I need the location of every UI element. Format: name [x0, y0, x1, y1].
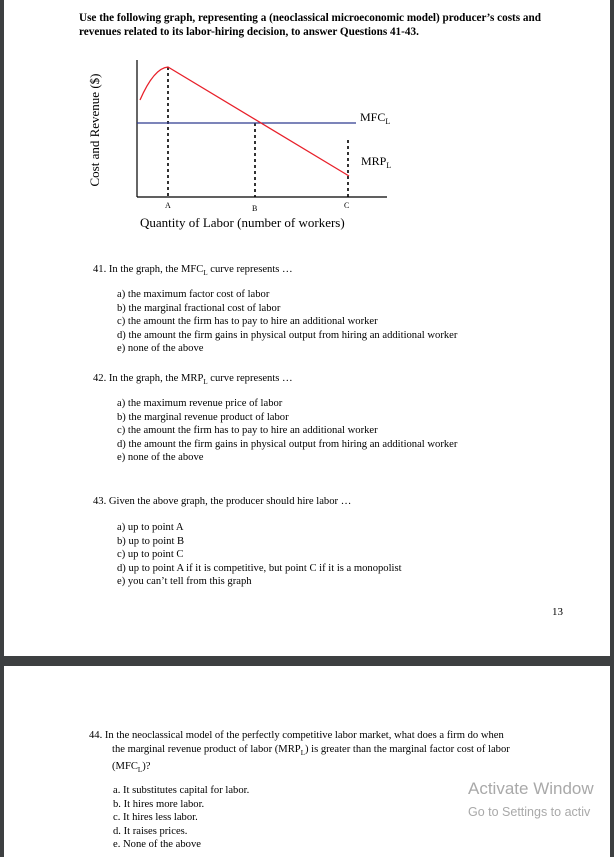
mrp-curve — [140, 67, 349, 176]
option-43c: c) up to point C — [117, 549, 184, 561]
option-43d: d) up to point A if it is competitive, but point C if it is a monopolist — [117, 562, 402, 574]
option-41e: e) none of the above — [117, 343, 204, 355]
option-43a: a) up to point A — [117, 522, 184, 533]
labor-cost-revenue-graph — [4, 0, 610, 240]
option-42d: d) the amount the firm gains in physical output from hiring an additional worker — [117, 438, 458, 450]
question-41: 41. In the graph, the $MFC_L$ curve represents … — [93, 264, 293, 278]
option-44a: a. It substitutes capital for labor. — [113, 785, 250, 796]
question-42-options — [117, 397, 457, 465]
mrp-label: $MRP_L$ — [361, 154, 392, 170]
option-44b: b. It hires more labor. — [113, 798, 205, 810]
option-41a: a) the maximum factor cost of labor — [117, 289, 270, 300]
option-42c: c) the amount the firm has to pay to hire an additional worker — [117, 425, 378, 437]
y-axis-label: Cost and Revenue ($) — [87, 73, 102, 187]
option-41b: b) the marginal fractional cost of labor — [117, 302, 281, 314]
option-44c: c. It hires less labor. — [113, 812, 198, 824]
option-42e: e) none of the above — [117, 452, 204, 464]
option-43b: b) up to point B — [117, 535, 185, 547]
question-42: 42. In the graph, the $MRP_L$ curve represents … — [93, 373, 293, 387]
option-42a: a) the maximum revenue price of labor — [117, 398, 283, 409]
question-44: 44. In the neoclassical model of the perfectly competitive labor market, what does a firm do when the marginal revenue product of labor $(MRP_L)$ is greater than the marginal factor cost of labor $(MFC_L)$? — [89, 730, 510, 775]
option-42b: b) the marginal revenue product of labor — [117, 411, 289, 423]
instructions-header: Use the following graph, representing a (neoclassical microeconomic model) producer’s costs and revenues related to its labor-hiring decision, to answer Questions 41-43. — [79, 12, 541, 38]
question-44-options — [113, 784, 249, 852]
question-43-options — [117, 521, 402, 589]
question-43: 43. Given the above graph, the producer should hire labor … — [93, 496, 352, 507]
question-41-options — [117, 288, 457, 356]
page-13 — [4, 0, 610, 656]
page-number: 13 — [552, 606, 563, 618]
point-c-label: C — [344, 201, 350, 210]
option-44e: e. None of the above — [113, 839, 201, 851]
mfc-label: $MFC_L$ — [360, 110, 391, 126]
option-43e: e) you can’t tell from this graph — [117, 576, 252, 588]
point-a-label: A — [165, 201, 171, 210]
option-41d: d) the amount the firm gains in physical output from hiring an additional worker — [117, 329, 458, 341]
activate-windows-settings-link[interactable]: Go to Settings to activ — [468, 805, 591, 819]
option-44d: d. It raises prices. — [113, 825, 188, 837]
page-14 — [4, 666, 610, 857]
x-axis-label: Quantity of Labor (number of workers) — [140, 215, 345, 230]
point-b-label: B — [252, 204, 258, 213]
option-41c: c) the amount the firm has to pay to hire an additional worker — [117, 316, 378, 328]
activate-windows-watermark: Activate Window — [468, 779, 594, 798]
